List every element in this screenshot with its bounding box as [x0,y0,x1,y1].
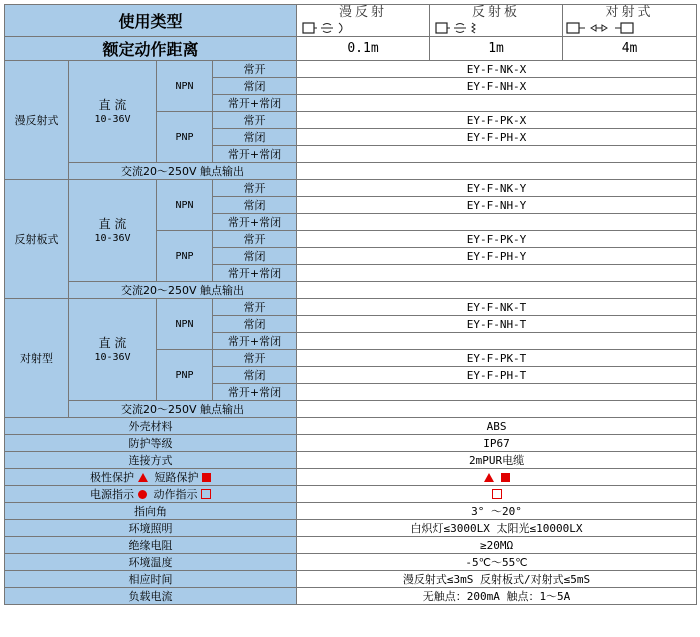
model-cell: EY-F-NH-X [297,78,697,95]
insulation-value: ≥20MΩ [297,537,697,554]
type-reflector-label: 反射板 [472,5,521,20]
dc-cell [69,299,157,401]
angle-label: 指向角 [5,503,297,520]
distance-through-beam: 4m [563,37,697,61]
normally-open-label: 常开 [213,231,297,248]
insulation-label: 绝缘电阻 [5,537,297,554]
spec-table [4,4,697,605]
reflector-icon [430,20,490,36]
action-indicator-icon [201,489,211,499]
model-cell: EY-F-NK-Y [297,180,697,197]
model-cell: EY-F-PK-T [297,350,697,367]
model-cell: EY-F-NK-T [297,299,697,316]
voltage-label: 10-36V [94,114,131,125]
protection-features-value [297,469,697,486]
normally-closed-label: 常闭 [213,316,297,333]
model-cell: EY-F-PH-X [297,129,697,146]
action-indicator-icon [492,489,502,499]
pnp-label: PNP [157,112,213,163]
normally-closed-label: 常闭 [213,248,297,265]
square-icon [202,473,211,482]
protection-value: IP67 [297,435,697,452]
no-nc-label: 常开+常闭 [213,333,297,350]
no-nc-label: 常开+常闭 [213,95,297,112]
no-nc-label: 常开+常闭 [213,384,297,401]
npn-label: NPN [157,61,213,112]
normally-closed-label: 常闭 [213,367,297,384]
pnp-label: PNP [157,231,213,282]
load-current-label: 负载电流 [5,588,297,605]
model-cell [297,163,697,180]
normally-closed-label: 常闭 [213,78,297,95]
temperature-label: 环境温度 [5,554,297,571]
voltage-label: 10-36V [94,233,131,244]
type-reflector [430,5,563,37]
indicator-label [5,486,297,503]
protection-features-label [5,469,297,486]
through-beam-icon [563,20,643,36]
model-cell: EY-F-NH-T [297,316,697,333]
action-indicator-label: 动作指示 [153,488,198,501]
ac-output-label: 交流20～250V 触点输出 [69,282,297,299]
response-time-label: 相应时间 [5,571,297,588]
ambient-light-value: 白炽灯≤3000LX 太阳光≤10000LX [297,520,697,537]
dc-label: 直 流 [98,217,127,231]
no-nc-label: 常开+常闭 [213,265,297,282]
usage-type-header: 使用类型 [5,5,297,37]
indicator-value [297,486,697,503]
no-nc-label: 常开+常闭 [213,146,297,163]
ac-output-label: 交流20～250V 触点输出 [69,401,297,418]
npn-label: NPN [157,180,213,231]
model-cell: EY-F-PH-T [297,367,697,384]
group-label: 反射板式 [5,180,69,299]
load-current-value: 无触点：200mA 触点：1～5A [297,588,697,605]
type-diffuse [297,5,430,37]
type-through-beam [563,5,697,37]
normally-closed-label: 常闭 [213,197,297,214]
triangle-icon [484,473,494,482]
ambient-light-label: 环境照明 [5,520,297,537]
type-through-beam-label: 对射式 [605,5,654,20]
dc-cell [69,180,157,282]
power-indicator-icon [138,490,147,499]
model-cell: EY-F-PK-X [297,112,697,129]
angle-value: 3° ～20° [297,503,697,520]
distance-diffuse: 0.1m [297,37,430,61]
model-cell [297,384,697,401]
model-cell [297,282,697,299]
housing-value: ABS [297,418,697,435]
pnp-label: PNP [157,350,213,401]
temperature-value: -5℃～55℃ [297,554,697,571]
response-time-value: 漫反射式≤3mS 反射板式/对射式≤5mS [297,571,697,588]
type-diffuse-label: 漫反射 [339,5,388,20]
model-cell: EY-F-PH-Y [297,248,697,265]
model-cell [297,401,697,418]
group-label: 漫反射式 [5,61,69,180]
no-nc-label: 常开+常闭 [213,214,297,231]
npn-label: NPN [157,299,213,350]
power-indicator-label: 电源指示 [90,488,134,501]
protection-label: 防护等级 [5,435,297,452]
normally-open-label: 常开 [213,180,297,197]
diffuse-reflection-icon [297,20,357,36]
rated-distance-header: 额定动作距离 [5,37,297,61]
model-cell: EY-F-NK-X [297,61,697,78]
normally-open-label: 常开 [213,61,297,78]
model-cell: EY-F-PK-Y [297,231,697,248]
normally-open-label: 常开 [213,112,297,129]
normally-open-label: 常开 [213,299,297,316]
square-icon [501,473,510,482]
model-cell [297,333,697,350]
connection-value: 2mPUR电缆 [297,452,697,469]
polarity-protection-label: 极性保护 [90,471,134,484]
model-cell [297,146,697,163]
housing-label: 外壳材料 [5,418,297,435]
group-label: 对射型 [5,299,69,418]
ac-output-label: 交流20～250V 触点输出 [69,163,297,180]
model-cell: EY-F-NH-Y [297,197,697,214]
connection-label: 连接方式 [5,452,297,469]
normally-closed-label: 常闭 [213,129,297,146]
dc-cell [69,61,157,163]
short-circuit-protection-label: 短路保护 [154,471,199,484]
distance-reflector: 1m [430,37,563,61]
dc-label: 直 流 [98,336,127,350]
model-cell [297,214,697,231]
dc-label: 直 流 [98,98,127,112]
normally-open-label: 常开 [213,350,297,367]
voltage-label: 10-36V [94,352,131,363]
model-cell [297,265,697,282]
triangle-icon [138,473,148,482]
model-cell [297,95,697,112]
